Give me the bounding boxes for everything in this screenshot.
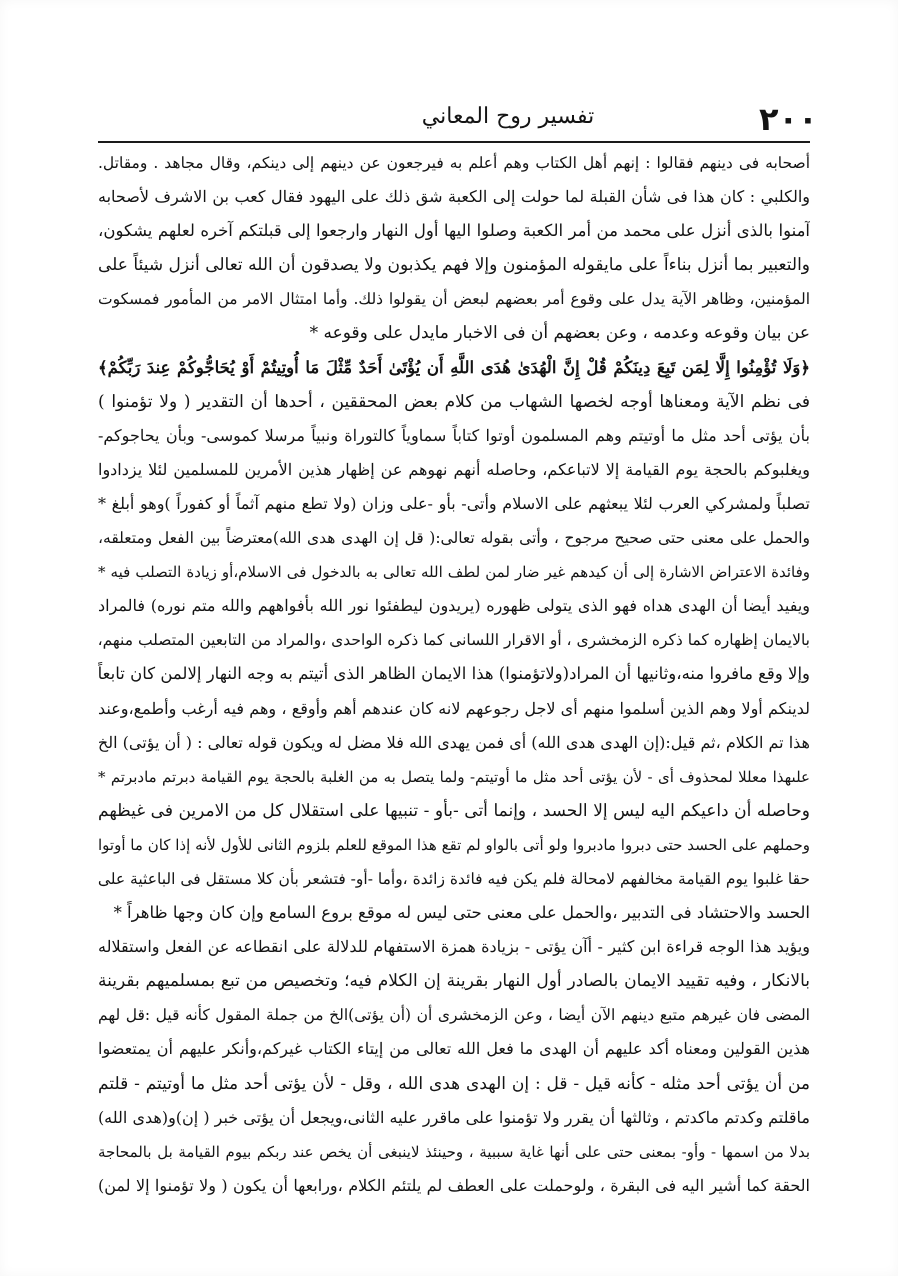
text-line: ويفيد أيضا أن الهدى هداه فهو الذى يتولى ظهوره (يريدون ليطفئوا نور الله بأفواههم والله متم نوره) فالمراد	[98, 596, 810, 616]
running-title: تفسير روح المعاني	[421, 104, 595, 129]
text-line: من أن يؤتى أحد مثله - كأنه قيل - قل : إن الهدى هدى الله ، وقل - لأن يؤتى أحد مثل ما أوتيتم - قلتم	[98, 1073, 810, 1094]
text-line: بأن يؤتى أحد مثل ما أوتيتم وهم المسلمون أوتوا كتاباً سماوياً كالتوراة ونبياً مرسلا كموسى- وبأن يحاجوكم-	[98, 425, 810, 445]
text-line: والتعبير بما أنزل بناءاً على مايقوله المؤمنون وإلا فهم يكذبون ولا يصدقون أن الله تعالى أنزل شيئاً على	[98, 255, 810, 276]
header-rule	[98, 141, 810, 143]
text-line: المؤمنين، وظاهر الآية يدل على وقوع أمر بعضهم لبعض أن يقولوا ذلك. وأما امتثال الامر من المأمور فمسكوت	[98, 290, 810, 309]
text-line: وحملهم على الحسد حتى دبروا مادبروا ولو أتى بالواو لم تقع هذا الموقع للعلم بلزوم الثانى للأول لأنه إذا كان ما أوتوا	[98, 835, 810, 854]
text-line: والحمل على معنى حتى صحيح مرجوح ، وأتى بقوله تعالى:( قل إن الهدى هدى الله)معترضاً بين الفعل ومتعلقه،	[98, 529, 810, 548]
text-line: بالايمان إظهاره كما ذكره الزمخشرى ، أو الاقرار اللسانى كما ذكره الواحدى ،والمراد من التابعين المتصلب منهم،	[98, 631, 810, 650]
text-line: عن بيان وقوعه وعدمه ، وعن بعضهم أن فى الاخبار مايدل على وقوعه *	[309, 323, 810, 344]
text-line: تصلباً ولمشركي العرب لئلا يبعثهم على الاسلام وأتى- بأو -على وزان (ولا تطع منهم آثماً أو كفوراً )وهو أبلغ *	[98, 493, 810, 513]
text-line: المضى فان غيرهم متبع دينهم الآن أيضا ، وعن الزمخشرى أن (أن يؤتى)الخ من جملة المقول كأنه قيل :قل لهم	[98, 1006, 810, 1025]
text-line: بالانكار ، وفيه تقييد الايمان بالصادر أول النهار بقرينة إن الكلام فيه؛ وتخصيص من تبع بمسلميهم بقرينة	[98, 971, 810, 992]
commentary-text	[98, 146, 810, 1203]
text-line: وإلا وقع مافروا منه،وثانيها أن المراد(ولاتؤمنوا) هذا الايمان الظاهر الذى أتيتم به وجه النهار إلالمن كان تابعاً	[98, 664, 810, 684]
text-line: وفائدة الاعتراض الاشارة إلى أن كيدهم غير ضار لمن لطف الله تعالى به بالدخول فى الاسلام،أو زيادة التصلب فيه *	[98, 563, 810, 582]
text-line: الحسد والاحتشاد فى التدبير ،والحمل على معنى حتى ليس له موقع بروع السامع وإن كان وجها ظاهراً *	[113, 903, 810, 923]
text-line: فى نظم الآية ومعناها أوجه لخصها الشهاب من كلام بعض المحققين ، أحدها أن التقدير ( ولا تؤمنوا )	[98, 391, 810, 412]
text-line: ماقلتم وكدتم ماكدتم ، وثالثها أن يقرر ولا تؤمنوا على ماقرر عليه الثانى،ويجعل أن يؤتى خبر ( إن)و(هدى الله)	[98, 1107, 810, 1127]
page-header	[98, 96, 818, 140]
text-line: بدلا من اسمها - وأو- بمعنى حتى على أنها غاية سببية ، وحينئذ لاينبغى أن يخص عند ربكم بيوم القيامة بل بالمحاجة	[98, 1142, 810, 1161]
quran-verse-line: ﴿وَلَا تُؤْمِنُوا إِلَّا لِمَن تَبِعَ دِينَكُمْ قُلْ إِنَّ الْهُدَىٰ هُدَى اللَّهِ أَن يُؤْتَىٰ أَحَدٌ مِّثْلَ مَا أُوتِيتُمْ أَوْ يُحَاجُّوكُمْ عِندَ رَبِّكُمْ﴾	[98, 357, 810, 377]
text-line: أصحابه فى دينهم فقالوا : إنهم أهل الكتاب وهم أعلم به فيرجعون عن دينهم إلى دينكم، وقال مجاهد . ومقاتل.	[98, 154, 810, 172]
text-line: وحاصله أن داعيكم اليه ليس إلا الحسد ، وإنما أتى -بأو - تنبيها على استقلال كل من الامرين فى غيظهم	[98, 800, 810, 821]
text-line: والكلبي : كان هذا فى شأن القبلة لما حولت إلى الكعبة شق ذلك على اليهود فقال كعب بن الاشرف لأصحابه	[98, 187, 810, 207]
text-line: لدينكم أولا وهم الذين أسلموا منهم أى لاجل رجوعهم لانه كان عندهم أهم وأوقع ، وهم فيه أرغب وأطمع،وعند	[98, 698, 810, 718]
text-line: علىهذا معللا لمحذوف أى - لأن يؤتى أحد مثل ما أوتيتم- ولما يتصل به من الغلبة بالحجة يوم القيامة دبرتم مادبرتم *	[98, 767, 810, 786]
text-line: الحقة كما أشير اليه فى البقرة ، ولوحملت على العطف لم يلتئم الكلام ،ورابعها أن يكون ( ولا تؤمنوا إلا لمن)	[98, 1175, 810, 1195]
text-line: هذين القولين ومعناه أكد عليهم أن الهدى ما فعل الله تعالى من إيتاء الكتاب غيركم،وأنكر عليهم أن يمتعضوا	[98, 1039, 810, 1059]
page-number: ٢٠٠	[759, 100, 818, 138]
text-line: ويؤيد هذا الوجه قراءة ابن كثير - أآن يؤتى - بزيادة همزة الاستفهام للدلالة على انقطاعه عن الفعل واستقلاله	[98, 937, 810, 957]
text-line: حقا غلبوا يوم القيامة مخالفهم لامحالة فلم يكن فيه فائدة زائدة ،وأما -أو- فتشعر بأن كلا مستقل فى الباعثية على	[98, 869, 810, 888]
text-line: ويغلبوكم بالحجة يوم القيامة إلا لاتباعكم، وحاصله أنهم نهوهم عن إظهار هذين الأمرين للمسلمين لئلا يزدادوا	[98, 459, 810, 479]
text-line: آمنوا بالذى أنزل على محمد من أمر الكعبة وصلوا اليها أول النهار وارجعوا إلى قبلتكم آخره لعلهم يشكون،	[98, 221, 810, 241]
text-line: هذا تم الكلام ،ثم قيل:(إن الهدى هدى الله) أى فمن يهدى الله فلا مضل له ويكون قوله تعالى : ( أن يؤتى) الخ	[98, 732, 810, 752]
